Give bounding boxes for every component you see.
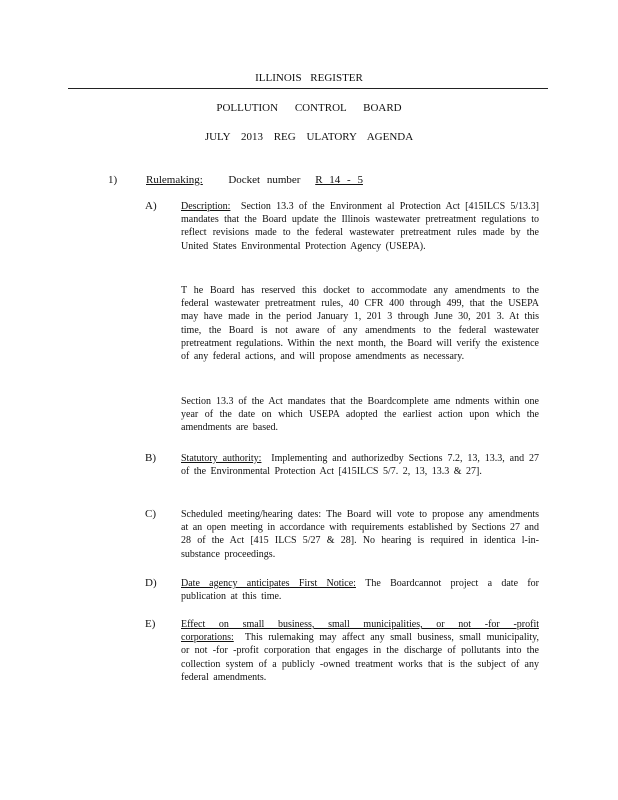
description-heading: Description: (181, 201, 231, 212)
board-title: POLLUTION CONTROL BOARD (216, 102, 402, 114)
section-a-paragraph-3: Section 13.3 of the Act mandates that the Boardcomplete ame ndments within one year of the date on which USEPA adopted the earliest action upon which the amendments are based. (181, 396, 539, 434)
section-letter-d: D) (145, 577, 157, 589)
section-letter-b: B) (145, 452, 156, 464)
rulemaking-line (146, 174, 363, 186)
section-letter-a: A) (145, 200, 157, 212)
authority-text: Implementing and authorizedby Sections 7.2, 13, 13.3, and 27 of the Environmental Protection Act [415ILCS 5/7. 2, 13, 13.3 & 27]. (181, 453, 539, 478)
authority-heading: Statutory authority: (181, 453, 262, 464)
register-title: ILLINOIS REGISTER (255, 72, 363, 84)
docket-number: R 14 - 5 (315, 174, 363, 186)
rulemaking-label: Rulemaking: (146, 174, 203, 186)
first-notice-heading: Date agency anticipates First Notice: (181, 578, 356, 589)
item-number: 1) (108, 174, 118, 186)
section-b-authority (181, 452, 539, 478)
docket-prefix: Docket number (228, 174, 301, 186)
agenda-title: JULY 2013 REG ULATORY AGENDA (204, 131, 414, 143)
section-c-schedule: Scheduled meeting/hearing dates: The Board will vote to propose any amendments at an open meeting in accordance with requirements established by Sections 27 and 28 of the Act [415 ILCS 5/27 & 28]. No hearing is required in identica l-in-substance proceedings. (181, 509, 539, 560)
section-a-description (181, 200, 539, 253)
section-letter-e: E) (145, 618, 156, 630)
first-notice-text: The Boardcannot project a date for publication at this time. (181, 578, 539, 603)
description-text: Section 13.3 of the Environment al Protection Act [415ILCS 5/13.3] mandates that the Board update the Illinois wastewater pretreatment regulations to reflect revisions made to the federal wastewater pretreatment rules made by the United States Environmental Protection Agency (USEPA). (181, 201, 539, 252)
section-a-paragraph-2: T he Board has reserved this docket to accommodate any amendments to the federal wastewater pretreatment rules, 40 CFR 400 through 499, that the USEPA may have made in the period January 1, 201 3 through June 30, 201 3. At this time, the Board is not aware of any amendments to the federal wastewater pretreatment regulations. Within the next month, the Board will verify the existence of any federal actions, and will propose amendments as necessary. (181, 285, 539, 363)
section-e-effect (181, 618, 539, 684)
effect-text: This rulemaking may affect any small business, small municipality, or not -for -profit corporation that engages in the discharge of pollutants into the collection system of a publicly -owned treatment works that is the subject of any federal amendments. (181, 632, 540, 683)
section-d-first-notice (181, 577, 539, 603)
header-divider (68, 88, 548, 89)
section-letter-c: C) (145, 508, 156, 520)
effect-heading: Effect on small business, small municipalities, or not -for -profit corporations: (181, 619, 539, 644)
